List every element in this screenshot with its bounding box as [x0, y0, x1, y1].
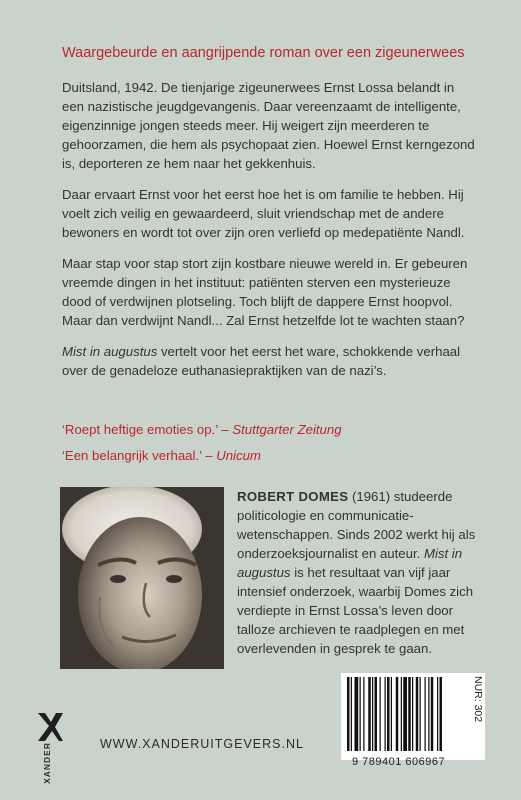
isbn-number: 9 789401 606967 [352, 756, 446, 768]
quote-source: Stuttgarter Zeitung [232, 422, 342, 437]
nur-code: NUR: 302 [472, 676, 484, 723]
review-quote [62, 420, 476, 439]
barcode-bar [412, 677, 413, 751]
blurb-paragraph: Daar ervaart Ernst voor het eerst hoe het is om familie te hebben. Hij voelt zich veilig en gewaardeerd, sluit vriendschap met de andere bewoners en wordt tot over zijn oren verliefd op medepatiënte Nandl. [62, 187, 465, 240]
barcode-bar [351, 677, 352, 751]
blurb [62, 78, 476, 390]
barcode-bar [408, 677, 411, 751]
barcode-bars [347, 677, 471, 757]
barcode-bar [401, 677, 402, 751]
barcode-bar [431, 677, 434, 751]
author-name: ROBERT DOMES [237, 489, 349, 504]
barcode-bar [391, 677, 392, 751]
blurb-paragraph: Duitsland, 1942. De tienjarige zigeunerwees Ernst Lossa belandt in een nazistische jeugdgevangenis. Daar vereenzaamt de intelligente, eigenzinnige jongen steeds meer. Hij weigert zijn meerderen te gehoorzamen, die hem als psychopaat zien. Hoewel Ernst kerngezond is, deporteren ze hem naar het gekkenhuis. [62, 80, 475, 171]
review-quote [62, 446, 476, 465]
publisher-website: WWW.XANDERUITGEVERS.NL [100, 737, 304, 751]
author-bio-text: (1961) studeerde politicologie en communicatie-wetenschappen. Sinds 2002 werkt hij als onderzoeksjournalist en auteur. [237, 489, 476, 561]
barcode-bar [425, 677, 426, 751]
quote-text: ‘Roept heftige emoties op.’ – [62, 422, 233, 437]
barcode-bar [372, 677, 373, 751]
review-quotes [62, 420, 476, 472]
author-bio [237, 487, 482, 658]
barcode-bar [428, 677, 429, 751]
closing-text: vertelt voor het eerst het ware, schokkende verhaal over de genadeloze euthanasiepraktijken van de nazi’s. [62, 344, 461, 378]
barcode-bar [387, 677, 390, 751]
barcode-bar [420, 677, 421, 751]
tagline: Waargebeurde en aangrijpende roman over een zigeunerwees [62, 45, 465, 61]
barcode-bar [403, 677, 407, 751]
barcode-bar [385, 677, 386, 751]
barcode-bar [360, 677, 361, 751]
barcode-bar [368, 677, 371, 751]
barcode-bar [416, 677, 419, 751]
barcode-bar [355, 677, 359, 751]
barcode [341, 673, 485, 760]
quote-source: Unicum [216, 448, 261, 463]
quote-text: ‘Een belangrijk verhaal.’ – [62, 448, 217, 463]
blurb-paragraph: Maar stap voor stap stort zijn kostbare nieuwe wereld in. Er gebeuren vreemde dingen in het instituut: patiënten sterven een mysterieuze dood of verdwijnen plotseling. Toch blijft de dappere Ernst hoopvol. Maar dan verdwijnt Nandl... Zal Ernst hetzelfde lot te wachten staan? [62, 256, 468, 328]
author-book-title: Mist in augustus [237, 546, 463, 580]
barcode-bar [363, 677, 364, 751]
publisher-logo-text: XANDER [42, 742, 52, 784]
barcode-bar [396, 677, 399, 751]
author-photo [60, 487, 224, 669]
barcode-bar [380, 677, 381, 751]
barcode-bar [347, 677, 350, 751]
barcode-bar [437, 677, 438, 751]
barcode-bar [440, 677, 443, 751]
barcode-bar [375, 677, 378, 751]
xander-logo-icon [36, 712, 64, 742]
blurb-closing [62, 342, 476, 380]
author-portrait-image [60, 487, 224, 669]
book-title-italic: Mist in augustus [62, 344, 158, 359]
author-bio-text-2: is het resultaat van vijf jaar intensief onderzoek, waarbij Domes zich verdiepte in Ernst Lossa’s leven door talloze archieven te raadplegen en met overlevenden in gesprek te gaan. [237, 565, 474, 656]
